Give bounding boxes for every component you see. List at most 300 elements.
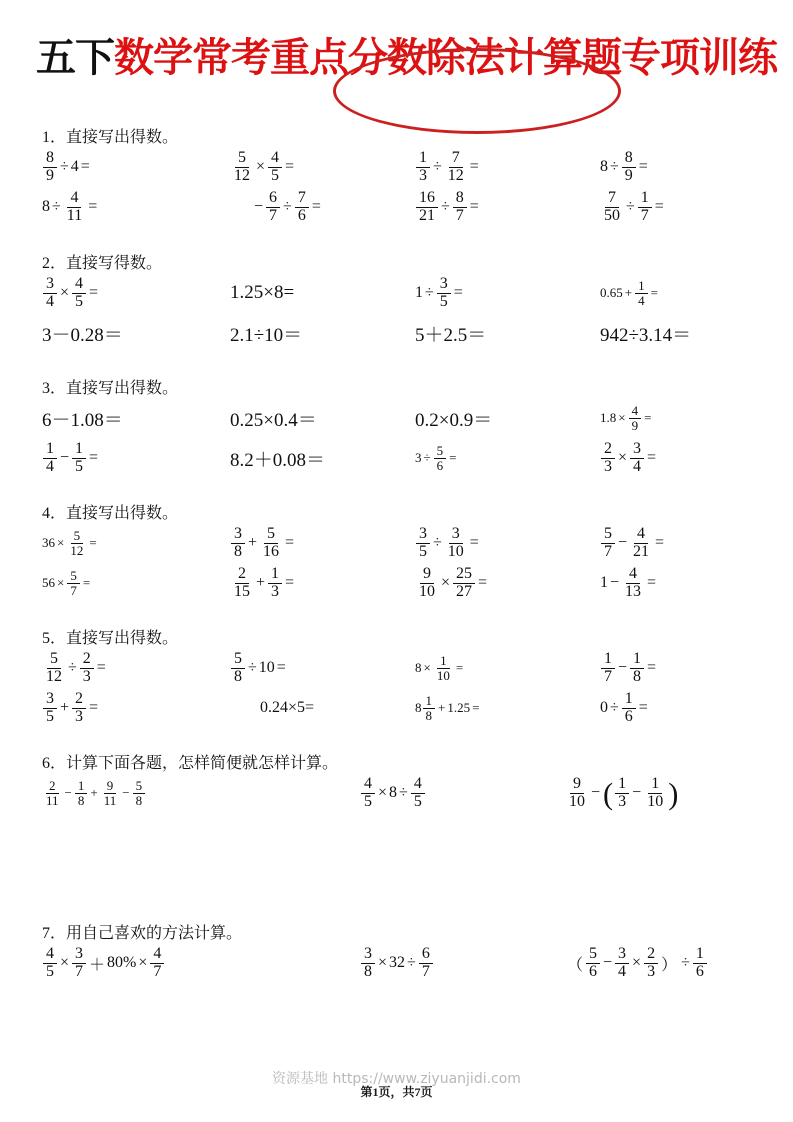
fraction-denominator: 10	[447, 542, 464, 560]
math-expression	[600, 651, 658, 686]
problem-item[interactable]	[230, 273, 294, 313]
fraction-denominator: 8	[364, 962, 372, 980]
math-expression	[42, 651, 108, 686]
fraction	[231, 526, 245, 561]
fraction	[416, 190, 438, 225]
fraction	[586, 946, 600, 981]
problem-item[interactable]	[42, 398, 123, 438]
math-operator: =	[469, 198, 479, 215]
fraction-numerator: 4	[411, 776, 425, 794]
problem-item[interactable]	[415, 398, 492, 438]
fraction-denominator: 13	[625, 582, 642, 600]
section-heading: 1．直接写出得数。	[42, 129, 179, 146]
page-title-prefix: 五下	[36, 35, 114, 81]
fraction-numerator: 4	[43, 946, 57, 964]
math-operator: ＋	[89, 956, 106, 974]
problem-item[interactable]	[360, 943, 434, 983]
fraction	[635, 279, 648, 307]
fraction-numerator: 6	[266, 190, 280, 208]
fraction-numerator: 5	[601, 526, 615, 544]
fraction-denominator: 7	[640, 206, 649, 224]
math-operator: =	[647, 449, 657, 466]
math-expression	[600, 279, 660, 307]
math-operator: +	[256, 574, 266, 591]
math-operator: +	[438, 700, 446, 715]
problem-item[interactable]	[230, 523, 296, 563]
math-operator: =	[311, 198, 321, 215]
problem-item[interactable]	[600, 147, 650, 187]
section-2	[0, 250, 793, 353]
fraction	[437, 276, 451, 311]
fraction	[601, 441, 615, 476]
math-expression	[415, 190, 481, 225]
fraction-denominator: 3	[604, 457, 612, 475]
problem-item[interactable]	[600, 648, 658, 688]
math-operator: =	[650, 285, 658, 300]
problem-row	[0, 273, 793, 313]
fraction-numerator: 4	[72, 276, 86, 294]
problem-item[interactable]	[230, 438, 325, 478]
fraction	[630, 651, 644, 686]
math-expression	[42, 405, 123, 432]
problem-row	[0, 773, 793, 813]
fraction	[615, 946, 629, 981]
section-5	[0, 625, 793, 728]
math-operator: =	[453, 284, 463, 301]
fraction	[260, 526, 282, 561]
page-number: 第1页，共7页	[360, 1085, 433, 1099]
fraction	[231, 150, 253, 185]
math-operator: =	[472, 700, 480, 715]
math-paren: ）	[661, 956, 678, 974]
fraction	[416, 526, 430, 561]
fraction-denominator: 7	[604, 667, 612, 685]
math-expression	[415, 150, 481, 185]
math-operator: ÷	[283, 198, 292, 215]
fraction-numerator: 3	[43, 691, 57, 709]
problem-item[interactable]	[600, 187, 666, 227]
fraction-numerator: 9	[420, 566, 434, 584]
section-7	[0, 920, 793, 983]
fraction	[150, 946, 164, 981]
math-operator: =	[644, 410, 652, 425]
fraction-denominator: 3	[419, 166, 427, 184]
math-operator: ÷	[433, 158, 442, 175]
fraction-numerator: 3	[72, 946, 86, 964]
fraction-denominator: 6	[589, 962, 598, 980]
fraction-denominator: 9	[624, 166, 633, 184]
fraction-denominator: 12	[234, 166, 250, 184]
math-expression	[42, 529, 99, 557]
problem-item[interactable]	[42, 147, 92, 187]
math-operator: ×	[618, 449, 628, 466]
problem-item[interactable]	[600, 273, 660, 313]
math-expression	[600, 526, 666, 561]
math-expression	[230, 445, 325, 472]
fraction-numerator: 3	[615, 946, 629, 964]
problem-item[interactable]	[415, 523, 481, 563]
fraction	[566, 776, 588, 811]
fraction	[638, 190, 652, 225]
math-operator: ÷	[399, 784, 408, 801]
fraction-numerator: 2	[644, 946, 658, 964]
problem-item[interactable]	[600, 398, 653, 438]
math-expression	[260, 699, 314, 717]
problem-item[interactable]	[415, 563, 489, 603]
math-expression	[415, 694, 481, 722]
math-operator: =	[469, 158, 479, 175]
fraction-numerator: 1	[615, 776, 629, 794]
fraction	[268, 566, 282, 601]
fraction-denominator: 21	[419, 206, 435, 224]
fraction	[693, 946, 707, 981]
math-number: 8	[600, 158, 608, 175]
math-expression	[415, 444, 458, 472]
fraction-numerator: 5	[235, 150, 249, 168]
math-expression	[230, 526, 296, 561]
fraction-numerator: 3	[43, 276, 57, 294]
math-operator: =	[655, 534, 665, 551]
fraction	[72, 441, 86, 476]
fraction-denominator: 5	[75, 292, 84, 310]
fraction-denominator: 21	[633, 542, 650, 560]
fraction	[268, 150, 282, 185]
fraction-numerator: 8	[453, 190, 467, 208]
fraction-denominator: 16	[263, 542, 280, 560]
fraction	[419, 946, 433, 981]
fraction-numerator: 3	[416, 526, 430, 544]
math-operator: ×	[441, 574, 451, 591]
problem-item[interactable]	[415, 438, 458, 478]
math-operator: =	[285, 158, 295, 175]
problem-item[interactable]	[42, 187, 99, 227]
problem-item[interactable]	[42, 648, 108, 688]
math-expression: $\frac{9}{10}$ − ( $\frac{1}{3}$ − $\frac{1}{10}$ )	[565, 776, 679, 811]
fraction-numerator: 7	[449, 150, 463, 168]
math-number: 1.8	[600, 410, 617, 425]
fraction-denominator: 10	[569, 792, 585, 810]
fraction-denominator: 12	[447, 166, 464, 184]
math-number: 2.1÷10＝	[230, 324, 303, 346]
problem-item[interactable]	[252, 187, 323, 227]
math-operator: −	[618, 534, 628, 551]
problem-rows	[0, 648, 793, 728]
math-operator: ×	[60, 284, 70, 301]
problem-rows	[0, 523, 793, 603]
fraction	[231, 651, 245, 686]
problem-item[interactable]	[415, 187, 481, 227]
fraction-denominator: 11	[103, 792, 117, 808]
fraction	[615, 776, 629, 811]
fraction-numerator: 2	[80, 651, 94, 669]
fraction-denominator: 8	[425, 707, 432, 723]
math-operator: ×	[256, 158, 266, 175]
math-expression	[415, 654, 465, 682]
fraction-numerator: 1	[601, 651, 615, 669]
math-expression	[415, 320, 486, 347]
fraction-denominator: 5	[46, 707, 54, 725]
fraction	[67, 529, 86, 557]
problem-item[interactable]	[360, 773, 426, 813]
fraction	[43, 691, 57, 726]
fraction-denominator: 5	[46, 962, 54, 980]
math-operator: =	[647, 659, 657, 676]
math-operator: =	[638, 699, 648, 716]
problem-item[interactable]	[260, 688, 314, 728]
math-number: 942÷3.14＝	[600, 324, 692, 346]
fraction-denominator: 8	[234, 667, 242, 685]
fraction	[601, 526, 615, 561]
fraction-numerator: 9	[570, 776, 584, 794]
math-number: 80%	[107, 954, 137, 971]
math-operator: =	[96, 659, 106, 676]
fraction	[295, 190, 309, 225]
math-operator: +	[90, 785, 98, 800]
problem-row	[0, 398, 793, 438]
fraction-denominator: 3	[82, 667, 91, 685]
problem-item[interactable]	[42, 688, 100, 728]
math-operator: ÷	[68, 659, 77, 676]
fraction	[411, 776, 425, 811]
fraction-denominator: 50	[604, 206, 620, 224]
section-heading: 2．直接写得数。	[42, 255, 163, 272]
fraction	[72, 691, 86, 726]
fraction	[423, 694, 436, 722]
math-operator: −	[254, 198, 264, 215]
math-expression	[230, 320, 302, 347]
math-operator: ÷	[407, 954, 416, 971]
fraction-denominator: 6	[297, 206, 306, 224]
math-expression	[415, 405, 492, 432]
fraction-denominator: 12	[46, 667, 62, 685]
fraction	[75, 779, 88, 807]
footer-watermark: 资源基地 https://www.ziyuanjidi.com	[272, 1071, 521, 1087]
problem-item[interactable]	[600, 438, 658, 478]
math-operator: ÷	[610, 158, 619, 175]
fraction-numerator: 2	[72, 691, 86, 709]
fraction	[630, 526, 652, 561]
math-expression	[42, 150, 92, 185]
math-expression	[600, 190, 666, 225]
math-operator: ÷	[610, 699, 619, 716]
problem-row	[0, 563, 793, 603]
math-expression	[600, 441, 658, 476]
fraction	[101, 779, 120, 807]
fraction	[72, 276, 86, 311]
fraction	[43, 441, 57, 476]
math-operator: −	[122, 785, 130, 800]
math-number: 36	[42, 535, 55, 550]
math-number: 8	[415, 700, 422, 715]
fraction-numerator: 1	[437, 654, 450, 669]
problem-row	[0, 438, 793, 478]
fraction-numerator: 4	[626, 566, 640, 584]
math-operator: −	[64, 785, 72, 800]
math-expression	[230, 651, 288, 686]
math-operator: ÷	[52, 198, 61, 215]
problem-item[interactable]	[230, 313, 302, 353]
fraction-numerator: 5	[264, 526, 278, 544]
problem-item[interactable]	[415, 147, 481, 187]
problem-item[interactable]	[600, 688, 650, 728]
problem-item[interactable]	[42, 563, 92, 603]
math-operator: −	[610, 574, 620, 591]
problem-item[interactable]	[230, 563, 296, 603]
fraction	[601, 190, 623, 225]
problem-item[interactable]	[42, 773, 146, 813]
math-operator: =	[89, 449, 99, 466]
problem-item[interactable]	[600, 313, 691, 353]
fraction-numerator: 2	[46, 779, 59, 794]
fraction-numerator: 8	[622, 150, 636, 168]
math-operator: ÷	[60, 158, 69, 175]
fraction-denominator: 6	[436, 457, 444, 473]
problem-item[interactable]	[230, 648, 288, 688]
problem-item[interactable]	[230, 398, 317, 438]
fraction-numerator: 1	[622, 691, 636, 709]
page-title	[0, 28, 793, 108]
fraction	[416, 150, 430, 185]
fraction-numerator: 1	[72, 441, 86, 459]
fraction	[133, 779, 146, 807]
fraction	[644, 946, 658, 981]
problem-item[interactable]	[600, 523, 666, 563]
problem-item[interactable]	[42, 273, 100, 313]
math-operator: =	[647, 574, 657, 591]
fraction-denominator: 4	[46, 292, 54, 310]
fraction-numerator: 3	[231, 526, 245, 544]
fraction-numerator: 3	[449, 526, 463, 544]
math-number: 1.25×8=	[230, 282, 295, 303]
math-expression	[600, 404, 653, 432]
fraction-numerator: 1	[75, 779, 88, 794]
math-expression	[42, 779, 146, 807]
section-heading: 5．直接写出得数。	[42, 630, 179, 647]
math-operator: =	[638, 158, 648, 175]
fraction-numerator: 3	[630, 441, 644, 459]
math-number: 5＋2.5＝	[415, 324, 487, 346]
fraction-denominator: 11	[46, 792, 59, 808]
math-expression	[42, 320, 123, 347]
math-number: 0.24×5=	[260, 699, 315, 716]
math-operator: ×	[378, 784, 388, 801]
fraction	[43, 779, 62, 807]
math-operator: ÷	[425, 284, 434, 301]
fraction-numerator: 3	[437, 276, 451, 294]
fraction-denominator: 5	[75, 457, 84, 475]
math-expression	[230, 566, 296, 601]
problem-item[interactable]	[565, 943, 708, 983]
problem-item[interactable]	[42, 438, 100, 478]
fraction	[43, 946, 57, 981]
math-operator: ×	[423, 660, 431, 675]
fraction-denominator: 7	[604, 542, 612, 560]
fraction-denominator: 9	[631, 417, 639, 433]
fraction-denominator: 4	[638, 292, 645, 308]
fraction-denominator: 7	[153, 962, 162, 980]
fraction-numerator: 9	[104, 779, 117, 794]
fraction-numerator: 5	[586, 946, 600, 964]
math-expression	[230, 282, 294, 304]
problem-rows	[0, 273, 793, 353]
math-operator: ÷	[441, 198, 450, 215]
math-number: 8.2＋0.08＝	[230, 449, 326, 471]
fraction-numerator: 5	[434, 444, 447, 459]
math-operator: ÷	[681, 954, 690, 971]
fraction	[266, 190, 280, 225]
problem-item[interactable]	[415, 688, 481, 728]
fraction-denominator: 4	[618, 962, 627, 980]
fraction-denominator: 7	[269, 206, 278, 224]
fraction-numerator: 4	[150, 946, 164, 964]
fraction-denominator: 6	[695, 962, 704, 980]
fraction	[43, 150, 57, 185]
fraction-denominator: 8	[234, 542, 242, 560]
fraction	[361, 946, 375, 981]
math-number: 8	[42, 198, 50, 215]
fraction	[601, 651, 615, 686]
problem-item[interactable]	[42, 313, 123, 353]
math-expression	[230, 150, 296, 185]
math-operator: ×	[60, 954, 70, 971]
fraction-denominator: 15	[234, 582, 250, 600]
problem-item[interactable]	[415, 648, 465, 688]
math-number: 1.25	[447, 700, 471, 715]
fraction-numerator: 3	[361, 946, 375, 964]
math-operator: =	[89, 284, 99, 301]
section-heading: 3．直接写出得数。	[42, 380, 179, 397]
math-operator: =	[285, 534, 295, 551]
problem-item[interactable]	[42, 523, 99, 563]
section-6	[0, 750, 793, 813]
fraction-numerator: 5	[67, 569, 80, 584]
problem-item[interactable]	[230, 147, 296, 187]
fraction	[434, 654, 453, 682]
math-number: 0.25×0.4＝	[230, 409, 317, 431]
fraction-denominator: 11	[66, 206, 83, 224]
problem-item[interactable]	[42, 943, 165, 983]
math-operator: ÷	[433, 534, 442, 551]
fraction-numerator: 4	[361, 776, 375, 794]
math-expression	[42, 441, 100, 476]
fraction-denominator: 8	[633, 667, 642, 685]
fraction-numerator: 1	[648, 776, 662, 794]
fraction	[72, 946, 86, 981]
math-number: 1	[600, 574, 608, 591]
math-number: 8	[389, 784, 398, 801]
fraction-denominator: 7	[455, 206, 464, 224]
page-title-main: 数学常考重点分数除法计算题专项训练	[114, 35, 777, 81]
problem-item[interactable]	[600, 563, 658, 603]
math-expression	[42, 569, 92, 597]
fraction	[453, 566, 475, 601]
problem-item[interactable]	[565, 773, 679, 813]
fraction-numerator: 5	[133, 779, 146, 794]
math-expression	[230, 405, 317, 432]
fraction-numerator: 5	[231, 651, 245, 669]
fraction	[622, 691, 636, 726]
problem-item[interactable]	[415, 273, 465, 313]
math-expression	[42, 190, 99, 225]
fraction-numerator: 2	[235, 566, 249, 584]
fraction-denominator: 7	[75, 962, 84, 980]
fraction-numerator: 7	[605, 190, 619, 208]
fraction	[453, 190, 467, 225]
problem-item[interactable]	[415, 313, 486, 353]
fraction	[43, 276, 57, 311]
fraction-numerator: 6	[419, 946, 433, 964]
fraction-denominator: 8	[135, 792, 143, 808]
